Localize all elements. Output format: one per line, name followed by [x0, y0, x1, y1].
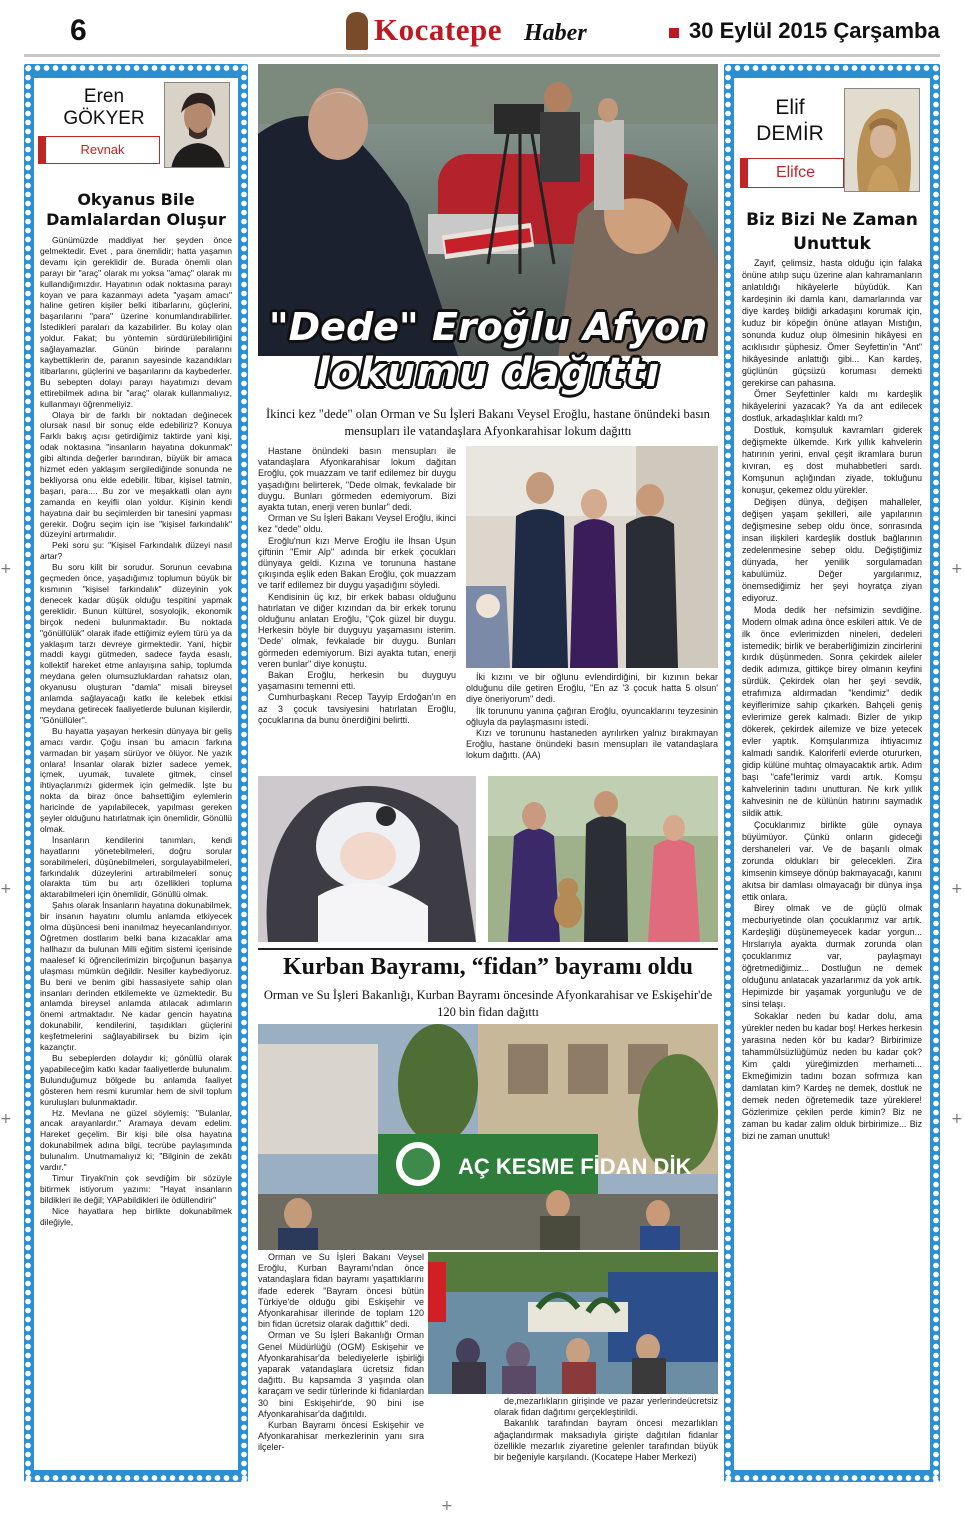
column-name-tag: Elifce — [740, 158, 844, 188]
paragraph: Orman ve Su İşleri Bakanlığı Orman Genel Müdürlüğü (OGM) Eskişehir ve Afyonkarahisar'da belediyelerle işbirliği yaparak vatandaşlara ücretsiz fidan dağıttı. Bu kapsamda 3 yaşında olan karaçam ve sedir türlerinde ki fidanlardan 30 bini Eskişehir'de, 90 bini ise Afyonkarahisar'da dağıtıldı. — [258, 1330, 424, 1419]
paragraph: Kızı ve torununu hastaneden ayrılırken yalnız bırakmayan Eroğlu, hastane önündeki basın mensupları ile vatandaşlara lokum dağıttı. (AA) — [466, 728, 718, 761]
crop-mark: + — [0, 561, 12, 577]
fidan-crowd-photo-image — [428, 1252, 718, 1394]
toy-photo — [488, 776, 718, 942]
stamp-edge-decoration — [724, 64, 732, 1482]
paragraph: Orman ve Su İşleri Bakanı Veysel Eroğlu, Kurban Bayramı'ndan önce vatandaşlara fidan bayramı yaşattıklarını ifade ederek "Bayram öncesi bütün Türkiye'de olduğu gibi Eskişehir ve Afyonkarahisar illerinde de toplam 120 bin fidan ücretsiz olarak dağıttık" dedi. — [258, 1252, 424, 1330]
logo-sub-text: Haber — [524, 20, 587, 46]
column-body — [742, 258, 922, 1468]
story1-text-col1 — [258, 446, 456, 772]
statue-logo-icon — [346, 12, 368, 50]
author-last-name: GÖKYER — [63, 108, 145, 129]
story1-subtitle: İkinci kez "dede" olan Orman ve Su İşleri Bakanı Veysel Eroğlu, hastane önündeki basın mensupları ile vatandaşlara Afyonkarahisar lokum dağıttı — [266, 407, 710, 438]
paragraph: Peki soru şu: "Kişisel Farkındalık düzeyi nasıl artar? — [40, 540, 232, 562]
baby-photo-image — [258, 776, 476, 942]
author-box — [734, 78, 930, 198]
author-first-name: Elif — [775, 96, 805, 119]
author-portrait-image — [165, 83, 230, 168]
paragraph: İlk torununu yanına çağıran Eroğlu, oyuncaklarını teyzesinin oğluyla da paylaşmasını istedi. — [466, 705, 718, 727]
story2-text-col1 — [258, 1252, 424, 1482]
paragraph: Orman ve Su İşleri Bakanı Veysel Eroğlu, ikinci kez "dede" oldu. — [258, 513, 456, 535]
paragraph: Cumhurbaşkanı Recep Tayyip Erdoğan'ın en az 3 çocuk tavsiyesini hatırlatan Eroğlu, çocuklarına da bunu önerdiğini belirtti. — [258, 692, 456, 725]
family-photo-image — [466, 446, 718, 668]
column-title: Biz Bizi Ne Zaman Unuttuk — [746, 210, 918, 254]
paragraph: Bakan Eroğlu, herkesin bu duyguyu yaşamasını temenni etti. — [258, 670, 456, 692]
paragraph: de,mezarlıkların girişinde ve pazar yerlerindeücretsiz olarak fidan dağıtımı gerçekleştirildi. — [494, 1396, 718, 1418]
paragraph: Şahıs olarak İnsanların hayatına dokunabilmek, bir insanın hayatını olumlu anlamda etkiyecek olma düşüncesi beni inanılmaz heyecanlandırıyor. Öğretmen dostlarım belki bana kızacaklar ama hallhazır da bulunan Milli eğitim sistemi içerisinde maalesef ki öğrencilerimizin birçoğunun başarıya ulaşması mümkün değildir. Nesiller kaybediyoruz. Bu beni ve benim gibi hassasiyete sahip olan insanları derinden etkilemekte ve üzmektedir. Bu anlamda bireysel anlamda atılacak adımların önemi artmaktadır. Ne kadar gencin hayatına dokunabilir, kendilerini, taşıdıkları güçlerini keşfetmelerini sağlayabilirsek bu bizim için kazançtır. — [40, 900, 232, 1053]
paragraph: Olaya bir de farklı bir noktadan değinecek olursak nasıl bir sonuç elde edebiliriz? Konuya Farklı bakış açısı getirdiğimiz taktirde yani kişi, odak noktasına "insanların hayatına dokunmak" gibi altında değerler barındıran, büyük bir amaca hizmet eden yaklaşım sergilediğinde sonunda ne bekliyorsa onu elde edebilir. İtibar, kişisel tatmin, başarı, para.... Bu zor ve meşakkatli olan aynı zamanda en keyifli olan yoldur. Kişinin kendi hayatına dair bu seçimlerden bir tanesini yapması gerekir. Doğru seçim için ise "kişisel farkındalık" düzeyini artırmalıdır. — [40, 409, 232, 540]
stamp-edge-decoration — [240, 64, 248, 1482]
paragraph: Çocuklarımız birlikte güle oynaya büyümüyor. Çünkü onların gideceği dershaneleri var. Ve de başarılı olmak zorunda oldukları bir gelecekleri. Zira kimsenin kimseye dönüp bakmayacağı, kanını akıtsa bir damlası olmayacağı bir dünya inşa ettik onlara. — [742, 819, 922, 902]
paragraph: Değişen dünya, değişen mahalleler, değişen yaşam şekilleri, aile yapılarının değişmesine sebep oldu önce, sonrasında insan ilişkileri kardeşlik dostluk bağlarının zedelenmesine sebep oldu. Değiştiğimiz dünyada, her yenilik sorgulamadan kabulümüz. Değer yargılarımız, önemsediğimiz her şeyi hoyratça ziyan ediyoruz. — [742, 497, 922, 603]
stamp-edge-decoration — [24, 64, 32, 1482]
paragraph: Bu soru kilit bir sorudur. Sorunun cevabına geçmeden önce, yaşadığımız toplumun büyük bir kısmının "kişisel farkındalık" düzeyinin yok denecek kadar düşük olduğu tespitini yapmak gereklidir. Bunun kültürel, sosyolojik, ekonomik birçok nedeni bulunmaktadır. Bu noktada "gönüllülük" olarak ifade ettiğimiz eylem türü ya da yaklaşım tarzı devreye girmektedir. Yani, hiçbir maddi kaygı gütmeden, sadece fayda esaslı, kollektif hareket etme anlayışına sahip, toplumda meydana gelen olumsuzluklardan rahatsız olan, okyanusu oluşturan "damla" misali bireysel anlamda sağlayacağı katkı ile kelebek etkisi meydana getirecek faaliyetlerde bulunan kişilerdir, "Gönüllüler". — [40, 562, 232, 725]
paragraph: Zayıf, çelimsiz, hasta olduğu için falaka önüne atılıp suçu üzerine alan kahramanların anlatıldığı hikâyelerle büyüdük. Kan kardeşinin iki damla kanı, damarlarında var diye kardeş bildiği arkadaşını korumak için, kuduz bir köpeğin önüne atlayan Mıstığın, sonunda kuduz olup ölmesinin hikâyesi en acıklısıdır şüphesiz. Ömer Seyfettin'in "Ant" hikâyesinde anlattığı gibi... Kan kardeş, güçlünün güçsüzü koruması demekti gerekirse can pahasına. — [742, 258, 922, 388]
paragraph: Eroğlu'nun kızı Merve Eroğlu ile İhsan Uşun çiftinin "Emir Alp" adında bir erkek çocukları dünyaya geldi. Kızına ve torununa hastane çıkışında eşlik eden Bakan Eroğlu, çok muazzam ve tarif edilemez bir duygu yaşadığını söyledi. — [258, 535, 456, 591]
paragraph: İnsanların kendilerini tanımları, kendi hayatlarını yönetebilmeleri, doğru sorular sorabilmeleri, düşünebilmeleri, sorgulayabilmeleri, farkındalık düzeylerini artırabilmeleri sonuç olarakta tüm bu artı özellikleri topluma aktarabilmeleri için önemlidir, Gönüllü olmak. — [40, 834, 232, 900]
author-box — [34, 78, 238, 170]
story1-family-photo — [466, 446, 718, 668]
date-square-icon — [669, 28, 679, 38]
crop-mark: + — [0, 881, 12, 897]
column-name-tag: Revnak — [38, 136, 160, 164]
paragraph: Bu sebeplerden dolaydır ki; gönüllü olarak yapabileceğim katkı kadar faaliyetlerde bulunalım. Bulunduğumuz bölgede bu anlamda faaliyet gösteren hem resmi kurumlar hem de sivil toplum kuruluşları bulunmaktadır. — [40, 1052, 232, 1107]
column-body — [40, 235, 232, 1470]
logo-main-text: Kocatepe — [374, 12, 502, 47]
header-divider — [24, 54, 940, 57]
story2-photo-top — [258, 1024, 718, 1250]
fidan-truck-photo-image — [258, 1024, 718, 1250]
paragraph: Bakanlık tarafından bayram öncesi mezarlıkları ağaçlandırmak maksadıyla girişte dağıtılan fidanlar özellikle mezarlık ziyaretine gelenler tarafından büyük bir beğeniyle karşılandı. (Kocatepe Haber Merkezi) — [494, 1418, 718, 1463]
story2-photo-bottom — [428, 1252, 718, 1394]
story1-headline-line1: "Dede" Eroğlu Afyon — [268, 305, 708, 349]
baby-photo — [258, 776, 476, 942]
stamp-edge-decoration — [24, 1474, 248, 1482]
column-title: Okyanus Bile Damlalardan Oluşur — [46, 190, 226, 229]
story1-headline — [258, 304, 718, 396]
author-first-name: Eren — [83, 86, 125, 107]
crop-mark: + — [951, 1111, 963, 1127]
author-photo — [164, 82, 230, 168]
paragraph: Timur Tiryaki'nin çok sevdiğim bir sözüyle bitirmek istiyorum yazımı: "Hayat insanların bildikleri ile değil; YAPabildikleri ile ödüllendirir" — [40, 1172, 232, 1205]
right-opinion-column — [724, 64, 940, 1482]
toy-photo-image — [488, 776, 718, 942]
paragraph: Birey olmak ve de güçlü olmak mecburiyetinde olan çocuklarımız var artık. Kardeşliği düşünemeyecek kadar yorgun... Hırslarıyla ayakta durmak zorunda olan çocuklarımız var, paylaşmayı öğretmediğimiz... Dostluğun ne demek olduğunu anlatacak yazarlarımız da yok artık. Hepimizde bir yaşamak yorgunluğu ve de sinsi telaşı. — [742, 903, 922, 1010]
left-opinion-column — [24, 64, 248, 1482]
paragraph: Dostluk, komşuluk kavramları giderek değişmekte ülkemde. Kırk yıllık kahvelerin hatırının yerini, enval çeşit ikramlara burun kıvıran, eş dost muhabbetleri sardı. Komşunun açlığından ziyade, tokluğunu konuşur, çekemez oldu yürekler. — [742, 425, 922, 496]
story2-text-col2 — [494, 1396, 718, 1482]
crop-mark: + — [441, 1498, 453, 1514]
paragraph: Sokaklar neden bu kadar dolu, ama yürekler neden bu kadar boş! Herkes herkesin yarasına neden kör bu kadar? Birbirimize tahammülsüzlüğümüz neden bu kadar çok? Kim çaldı yüreğimizden merhameti... Ekmeğimizin tadını bozan sofrmıza kan damlatan kim? Kardeş ne demek, dostluk ne demek neden öğretemedik taze yüreklere! Gözlerimize çekilen perde kimin? Biz ne zaman bu kadar zalim olduk birbirimize... Biz bizi ne zaman unuttuk! — [742, 1011, 922, 1141]
stamp-edge-decoration — [724, 64, 940, 72]
paragraph: Moda dedik her nefsimizin sevdiğine. Modern olmak adına önce eskileri attık. Ve de ilk önce evlerimizden nineleri, dedeleri istemedik; birlik ve beraberliğimizin zincirlerini kırdık düşünmeden. Sonra çekirdek aileler dedik adımıza, gittikçe birey olmanın keyfini sürdük. Çekirdek olan her şeyi sevdik, etrafımıza aldırmadan "kendimiz" dedik keyiflerimize sahip çıkarken. Bahçeli geniş evlerimize gerek kalmadı. Bizler de yıkıp dökerek, çekirdek ailemize ve bize yetecek evler yaptık. Komşularımıza ihtiyacımız kalmadı sandık. Kaloriferli evlerde otururken, gidip külüne muhtaç olmayacaktık artık. Adım başı "cafe"lerimiz vardı artık. Komşu kahvelerinin tadını unutturan. Ne kırk yıllık kahvesinin ne de külünün hatırını saymadık sildik attık. — [742, 604, 922, 818]
paragraph: Ömer Seyfettinler kaldı mı kardeşlik hikâyelerini yazacak? Ya da ant edilecek dostluk, arkadaşlıklar kaldı mı? — [742, 389, 922, 424]
page-header — [24, 8, 940, 54]
story2-headline: Kurban Bayramı, “fidan” bayramı oldu — [282, 954, 694, 980]
author-last-name: DEMİR — [756, 122, 824, 145]
crop-mark: + — [951, 881, 963, 897]
crop-mark: + — [951, 561, 963, 577]
issue-date: 30 Eylül 2015 Çarşamba — [689, 18, 940, 43]
stamp-edge-decoration — [724, 1474, 940, 1482]
paragraph: İki kızını ve bir oğlunu evlendirdiğini, bir kızının bekar olduğunu dile getiren Eroğlu, "En az '3 çocuk hatta 5 olsun' diye öneriyorum" dedi. — [466, 672, 718, 705]
paragraph: Kendisinin üç kız, bir erkek babası olduğunu hatırlatan ve diğer kızından da bir erkek torunu olduğunu anlatan Eroğlu, "Çok güzel bir duygu. Herkesin böyle bir duyguyu yaşamasını isterim. 'Dede' olmak, fevkalade bir duygu. Bunları görmeden edemiyorum. Bizi ayakta tutan, enerji veren bunlar" diye konuştu. — [258, 591, 456, 669]
story2-subtitle: Orman ve Su İşleri Bakanlığı, Kurban Bayramı öncesinde Afyonkarahisar ve Eskişehir'de 120 bin fidan dağıttı — [263, 988, 713, 1019]
right-column-panel — [734, 78, 930, 1470]
banner-text: AÇ KESME FİDAN DİK — [458, 1154, 692, 1179]
story1-headline-line2: lokumu dağıttı — [315, 350, 661, 396]
paragraph: Kurban Bayramı öncesi Eskişehir ve Afyonkarahisar merkezlerinin yanı sıra ilçeler- — [258, 1420, 424, 1453]
crop-mark: + — [0, 1111, 12, 1127]
paragraph: Bu hayatta yaşayan herkesin dünyaya bir geliş amacı vardır. Çoğu insan bu amacın farkına varmadan bir yaşam sürüyor ve ölüyor. Ne yazık onlara! İnsanlar olarak bizler sadece yemek, içmek, uyumak, tuvalete gitmek, cinsel ihtiyaçlarımızı gidermek için gelmedik. İşte bu nokta da biraz önce bahsettiğim eylemlerin haricinde de yapılabilecek, yapılması gereken şeyler olduğunu hatırlatmak için önemlidir, Gönüllü olmak. — [40, 725, 232, 834]
stamp-edge-decoration — [24, 64, 248, 72]
page-number: 6 — [70, 14, 87, 47]
paragraph: Nice hayatlara hep birlikte dokunabilmek dileğiyle, — [40, 1205, 232, 1227]
paragraph: Hz. Mevlana ne güzel söylemiş: "Bulanlar, ancak arayanlardır." Aramaya devam edelim. Hareket geçelim. Bir kişi bile olsa hayatına dokunabilmek adına bilgi, tecrübe paylaşımında bulunalım. Unutmamalıyız ki; "Bilginin de zekâtı vardır." — [40, 1107, 232, 1173]
author-portrait-image — [845, 89, 920, 192]
paragraph: Günümüzde maddiyat her şeyden önce gelmektedir. Evet , para önemlidir; hatta yaşamın devamı için gereklidir de. Burada önemli olan parayı bir "araç" olarak mı yoksa "amaç" olarak mı kullandığımızdır. Hayatının odak noktasına parayı koyan ve para kazanmayı adeta "yaşam amacı" haline getiren kişiler belki itibarlarını, güçlerini, başarılarını "para" üzerine konumlandırabilirler. İstedikleri paraları da kazabilirler. Bu kolay olan yoldur. Fakat; bu yöntemin sürdürülebilirliğini sağlayamazlar. Günün birinde paralarını kaybettiklerin de, paranın sayesinde kazandıkları itibarlarını, güçlerini ve başarılarını da kaybederler. Bu sebepten dolayı parayı hayatımızı devam ettirebilmek adına bir "araç" olarak kullanmalıyız, kullanmayı öğrenmeliyiz. — [40, 235, 232, 409]
story-divider — [258, 948, 718, 950]
left-column-panel — [34, 78, 238, 1470]
story1-text-col2 — [466, 672, 718, 772]
newspaper-logo[interactable] — [346, 12, 636, 52]
stamp-edge-decoration — [932, 64, 940, 1482]
author-photo — [844, 88, 920, 192]
paragraph: Hastane önündeki basın mensupları ile vatandaşlara Afyonkarahisar lokum dağıtan Eroğlu, çok muazzam ve tarif edilemez bir duygu yaşadığını belirterek, "Dede olmak, fevkalade bir duygu. Bunları görmeden edemiyorum. Bizi ayakta tutan, enerji veren bunlar" dedi. — [258, 446, 456, 513]
